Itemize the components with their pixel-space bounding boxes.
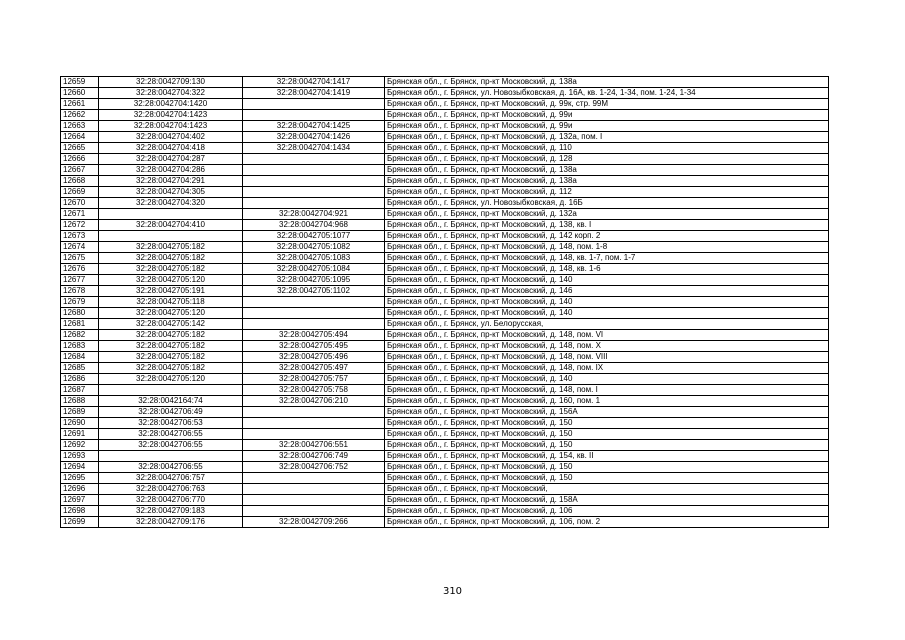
address-cell: Брянская обл., г. Брянск, пр-кт Московский, д. 154, кв. II (385, 451, 829, 462)
table-row (61, 495, 829, 506)
parcel-number-cell: 32:28:0042704:402 (99, 132, 243, 143)
address-cell: Брянская обл., г. Брянск, пр-кт Московский, д. 158А (385, 495, 829, 506)
object-number-cell (243, 99, 385, 110)
object-number-cell: 32:28:0042705:496 (243, 352, 385, 363)
row-number-cell: 12685 (61, 363, 99, 374)
parcel-number-cell (99, 451, 243, 462)
address-cell: Брянская обл., г. Брянск, ул. Новозыбковская, д. 16Б (385, 198, 829, 209)
row-number-cell: 12665 (61, 143, 99, 154)
object-number-cell: 32:28:0042705:1084 (243, 264, 385, 275)
address-cell: Брянская обл., г. Брянск, пр-кт Московский, д. 99и (385, 121, 829, 132)
row-number-cell: 12683 (61, 341, 99, 352)
parcel-number-cell: 32:28:0042705:182 (99, 264, 243, 275)
row-number-cell: 12692 (61, 440, 99, 451)
object-number-cell (243, 198, 385, 209)
parcel-number-cell: 32:28:0042706:53 (99, 418, 243, 429)
table-row (61, 132, 829, 143)
object-number-cell: 32:28:0042704:1425 (243, 121, 385, 132)
object-number-cell (243, 308, 385, 319)
table-row (61, 341, 829, 352)
table-row (61, 418, 829, 429)
row-number-cell: 12674 (61, 242, 99, 253)
address-cell: Брянская обл., г. Брянск, пр-кт Московский, д. 160, пом. 1 (385, 396, 829, 407)
table-row (61, 165, 829, 176)
table-row (61, 275, 829, 286)
parcel-number-cell (99, 231, 243, 242)
address-cell: Брянская обл., г. Брянск, пр-кт Московский, д. 140 (385, 297, 829, 308)
parcel-number-cell: 32:28:0042704:287 (99, 154, 243, 165)
row-number-cell: 12659 (61, 77, 99, 88)
address-cell: Брянская обл., г. Брянск, пр-кт Московский, д. 148, пом. VIII (385, 352, 829, 363)
object-number-cell: 32:28:0042705:1095 (243, 275, 385, 286)
address-cell: Брянская обл., г. Брянск, пр-кт Московский, д. 132а, пом. I (385, 132, 829, 143)
table-row (61, 363, 829, 374)
row-number-cell: 12676 (61, 264, 99, 275)
row-number-cell: 12660 (61, 88, 99, 99)
parcel-number-cell: 32:28:0042705:120 (99, 275, 243, 286)
table-row (61, 143, 829, 154)
row-number-cell: 12693 (61, 451, 99, 462)
object-number-cell: 32:28:0042705:1102 (243, 286, 385, 297)
table-row (61, 253, 829, 264)
object-number-cell: 32:28:0042706:752 (243, 462, 385, 473)
row-number-cell: 12689 (61, 407, 99, 418)
row-number-cell: 12678 (61, 286, 99, 297)
table-row (61, 264, 829, 275)
object-number-cell: 32:28:0042705:1077 (243, 231, 385, 242)
address-cell: Брянская обл., г. Брянск, пр-кт Московский, д. 106 (385, 506, 829, 517)
table-body (61, 77, 829, 528)
object-number-cell (243, 473, 385, 484)
address-cell: Брянская обл., г. Брянск, пр-кт Московский, д. 150 (385, 440, 829, 451)
parcel-number-cell: 32:28:0042705:120 (99, 374, 243, 385)
table-row (61, 440, 829, 451)
row-number-cell: 12682 (61, 330, 99, 341)
table-row (61, 407, 829, 418)
object-number-cell (243, 297, 385, 308)
row-number-cell: 12677 (61, 275, 99, 286)
table-row (61, 110, 829, 121)
address-cell: Брянская обл., г. Брянск, пр-кт Московский, д. 99к, стр. 99М (385, 99, 829, 110)
table-row (61, 77, 829, 88)
object-number-cell: 32:28:0042705:497 (243, 363, 385, 374)
row-number-cell: 12667 (61, 165, 99, 176)
address-cell: Брянская обл., г. Брянск, пр-кт Московский, д. 148, пом. VI (385, 330, 829, 341)
table-row (61, 99, 829, 110)
object-number-cell: 32:28:0042706:210 (243, 396, 385, 407)
parcel-number-cell: 32:28:0042704:305 (99, 187, 243, 198)
row-number-cell: 12688 (61, 396, 99, 407)
parcel-number-cell (99, 209, 243, 220)
row-number-cell: 12670 (61, 198, 99, 209)
row-number-cell: 12669 (61, 187, 99, 198)
parcel-number-cell: 32:28:0042704:291 (99, 176, 243, 187)
object-number-cell: 32:28:0042705:495 (243, 341, 385, 352)
address-cell: Брянская обл., г. Брянск, пр-кт Московский, д. 148, кв. 1-7, пом. 1-7 (385, 253, 829, 264)
parcel-number-cell: 32:28:0042705:191 (99, 286, 243, 297)
address-cell: Брянская обл., г. Брянск, пр-кт Московский, д. 150 (385, 462, 829, 473)
address-cell: Брянская обл., г. Брянск, пр-кт Московский, д. 138, кв. I (385, 220, 829, 231)
row-number-cell: 12697 (61, 495, 99, 506)
row-number-cell: 12671 (61, 209, 99, 220)
table-row (61, 209, 829, 220)
object-number-cell (243, 418, 385, 429)
parcel-number-cell: 32:28:0042704:1423 (99, 110, 243, 121)
address-cell: Брянская обл., г. Брянск, пр-кт Московский, д. 150 (385, 473, 829, 484)
address-cell: Брянская обл., г. Брянск, пр-кт Московский, д. 138а (385, 176, 829, 187)
address-cell: Брянская обл., г. Брянск, пр-кт Московский, д. 132а (385, 209, 829, 220)
table-row (61, 517, 829, 528)
row-number-cell: 12691 (61, 429, 99, 440)
address-cell: Брянская обл., г. Брянск, пр-кт Московский, д. 148, пом. IX (385, 363, 829, 374)
parcel-number-cell: 32:28:0042705:118 (99, 297, 243, 308)
table-row (61, 473, 829, 484)
address-cell: Брянская обл., г. Брянск, ул. Белорусская, (385, 319, 829, 330)
address-cell: Брянская обл., г. Брянск, пр-кт Московский, д. 128 (385, 154, 829, 165)
parcel-number-cell: 32:28:0042706:763 (99, 484, 243, 495)
table-row (61, 231, 829, 242)
object-number-cell: 32:28:0042704:1417 (243, 77, 385, 88)
table-row (61, 429, 829, 440)
object-number-cell: 32:28:0042704:1426 (243, 132, 385, 143)
parcel-number-cell: 32:28:0042704:1423 (99, 121, 243, 132)
table-row (61, 88, 829, 99)
object-number-cell: 32:28:0042704:1419 (243, 88, 385, 99)
row-number-cell: 12679 (61, 297, 99, 308)
address-cell: Брянская обл., г. Брянск, пр-кт Московский, д. 112 (385, 187, 829, 198)
parcel-number-cell: 32:28:0042705:182 (99, 242, 243, 253)
table-row (61, 121, 829, 132)
table-row (61, 242, 829, 253)
row-number-cell: 12661 (61, 99, 99, 110)
table-row (61, 154, 829, 165)
row-number-cell: 12686 (61, 374, 99, 385)
row-number-cell: 12662 (61, 110, 99, 121)
object-number-cell (243, 484, 385, 495)
parcel-number-cell: 32:28:0042705:182 (99, 352, 243, 363)
parcel-number-cell: 32:28:0042706:55 (99, 462, 243, 473)
address-cell: Брянская обл., г. Брянск, пр-кт Московский, д. 138а (385, 165, 829, 176)
table-row (61, 385, 829, 396)
address-cell: Брянская обл., г. Брянск, пр-кт Московский, д. 148, кв. 1-6 (385, 264, 829, 275)
row-number-cell: 12668 (61, 176, 99, 187)
row-number-cell: 12680 (61, 308, 99, 319)
row-number-cell: 12666 (61, 154, 99, 165)
table-row (61, 352, 829, 363)
address-cell: Брянская обл., г. Брянск, пр-кт Московский, д. 150 (385, 418, 829, 429)
object-number-cell (243, 187, 385, 198)
parcel-number-cell: 32:28:0042706:770 (99, 495, 243, 506)
parcel-number-cell: 32:28:0042706:757 (99, 473, 243, 484)
object-number-cell (243, 110, 385, 121)
object-number-cell: 32:28:0042705:1082 (243, 242, 385, 253)
table-row (61, 286, 829, 297)
table-row (61, 484, 829, 495)
address-cell: Брянская обл., г. Брянск, пр-кт Московский, д. 148, пом. I (385, 385, 829, 396)
table-row (61, 297, 829, 308)
table-row (61, 319, 829, 330)
address-cell: Брянская обл., г. Брянск, пр-кт Московский, д. 99и (385, 110, 829, 121)
row-number-cell: 12684 (61, 352, 99, 363)
parcel-number-cell: 32:28:0042706:55 (99, 429, 243, 440)
page-number: 310 (442, 586, 463, 597)
parcel-number-cell: 32:28:0042164:74 (99, 396, 243, 407)
address-cell: Брянская обл., г. Брянск, пр-кт Московский, д. 110 (385, 143, 829, 154)
row-number-cell: 12695 (61, 473, 99, 484)
parcel-number-cell: 32:28:0042704:322 (99, 88, 243, 99)
table-row (61, 330, 829, 341)
row-number-cell: 12663 (61, 121, 99, 132)
parcel-number-cell: 32:28:0042705:182 (99, 253, 243, 264)
parcel-number-cell: 32:28:0042709:183 (99, 506, 243, 517)
table-row (61, 176, 829, 187)
row-number-cell: 12664 (61, 132, 99, 143)
parcel-number-cell: 32:28:0042704:286 (99, 165, 243, 176)
object-number-cell: 32:28:0042704:921 (243, 209, 385, 220)
row-number-cell: 12694 (61, 462, 99, 473)
object-number-cell: 32:28:0042705:1083 (243, 253, 385, 264)
row-number-cell: 12672 (61, 220, 99, 231)
address-cell: Брянская обл., г. Брянск, пр-кт Московский, д. 148, пом. 1-8 (385, 242, 829, 253)
object-number-cell (243, 495, 385, 506)
parcel-number-cell: 32:28:0042704:1420 (99, 99, 243, 110)
address-cell: Брянская обл., г. Брянск, пр-кт Московский, д. 156А (385, 407, 829, 418)
parcel-number-cell: 32:28:0042705:182 (99, 363, 243, 374)
address-cell: Брянская обл., г. Брянск, пр-кт Московский, д. 148, пом. X (385, 341, 829, 352)
object-number-cell: 32:28:0042706:551 (243, 440, 385, 451)
parcel-number-cell: 32:28:0042705:182 (99, 341, 243, 352)
parcel-number-cell: 32:28:0042706:55 (99, 440, 243, 451)
address-cell: Брянская обл., г. Брянск, пр-кт Московский, д. 106, пом. 2 (385, 517, 829, 528)
address-cell: Брянская обл., г. Брянск, пр-кт Московский, д. 150 (385, 429, 829, 440)
address-cell: Брянская обл., г. Брянск, пр-кт Московский, д. 140 (385, 308, 829, 319)
object-number-cell: 32:28:0042706:749 (243, 451, 385, 462)
address-cell: Брянская обл., г. Брянск, пр-кт Московский, д. 146 (385, 286, 829, 297)
object-number-cell (243, 176, 385, 187)
object-number-cell: 32:28:0042705:758 (243, 385, 385, 396)
row-number-cell: 12696 (61, 484, 99, 495)
address-cell: Брянская обл., г. Брянск, пр-кт Московский, д. 140 (385, 374, 829, 385)
object-number-cell (243, 429, 385, 440)
object-number-cell: 32:28:0042705:757 (243, 374, 385, 385)
table-row (61, 396, 829, 407)
table-row (61, 187, 829, 198)
parcel-number-cell: 32:28:0042705:182 (99, 330, 243, 341)
parcel-number-cell: 32:28:0042709:176 (99, 517, 243, 528)
table-row (61, 308, 829, 319)
object-number-cell (243, 319, 385, 330)
table-row (61, 451, 829, 462)
table-row (61, 198, 829, 209)
row-number-cell: 12673 (61, 231, 99, 242)
object-number-cell: 32:28:0042704:968 (243, 220, 385, 231)
object-number-cell (243, 154, 385, 165)
table-row (61, 462, 829, 473)
row-number-cell: 12681 (61, 319, 99, 330)
object-number-cell (243, 506, 385, 517)
object-number-cell: 32:28:0042709:266 (243, 517, 385, 528)
object-number-cell: 32:28:0042704:1434 (243, 143, 385, 154)
table-row (61, 220, 829, 231)
parcel-number-cell: 32:28:0042704:410 (99, 220, 243, 231)
object-number-cell: 32:28:0042705:494 (243, 330, 385, 341)
row-number-cell: 12675 (61, 253, 99, 264)
address-cell: Брянская обл., г. Брянск, пр-кт Московский, д. 142 корп. 2 (385, 231, 829, 242)
object-number-cell (243, 407, 385, 418)
row-number-cell: 12687 (61, 385, 99, 396)
parcel-number-cell: 32:28:0042705:142 (99, 319, 243, 330)
row-number-cell: 12690 (61, 418, 99, 429)
row-number-cell: 12699 (61, 517, 99, 528)
parcel-number-cell: 32:28:0042705:120 (99, 308, 243, 319)
parcel-number-cell: 32:28:0042704:320 (99, 198, 243, 209)
address-cell: Брянская обл., г. Брянск, пр-кт Московский, (385, 484, 829, 495)
cadastral-table (60, 76, 829, 528)
address-cell: Брянская обл., г. Брянск, ул. Новозыбковская, д. 16А, кв. 1-24, 1-34, пом. 1-24, 1-34 (385, 88, 829, 99)
address-cell: Брянская обл., г. Брянск, пр-кт Московский, д. 140 (385, 275, 829, 286)
table-row (61, 506, 829, 517)
address-cell: Брянская обл., г. Брянск, пр-кт Московский, д. 138а (385, 77, 829, 88)
row-number-cell: 12698 (61, 506, 99, 517)
parcel-number-cell: 32:28:0042704:418 (99, 143, 243, 154)
object-number-cell (243, 165, 385, 176)
parcel-number-cell: 32:28:0042709:130 (99, 77, 243, 88)
parcel-number-cell: 32:28:0042706:49 (99, 407, 243, 418)
parcel-number-cell (99, 385, 243, 396)
table-row (61, 374, 829, 385)
